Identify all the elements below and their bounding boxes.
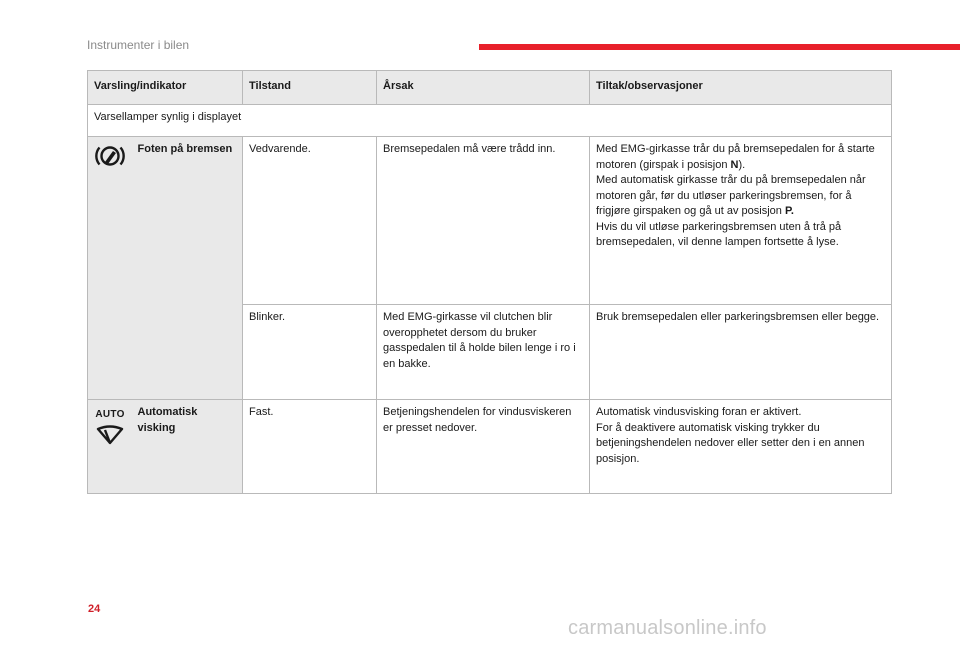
column-header: Årsak xyxy=(377,71,590,105)
subheader-text: Varsellamper synlig i displayet xyxy=(88,105,892,137)
table-row xyxy=(88,137,892,305)
tilstand-cell: Fast. xyxy=(243,400,377,494)
tiltak-bold: P. xyxy=(784,205,794,217)
tiltak-bold: N xyxy=(730,158,739,171)
table-header-row xyxy=(88,71,892,105)
tilstand-cell: Blinker. xyxy=(243,305,377,400)
tiltak-text: ). xyxy=(738,158,746,171)
auto-label: AUTO xyxy=(95,409,125,420)
tilstand-cell: Vedvarende. xyxy=(243,137,377,305)
warning-table xyxy=(87,70,892,494)
section-title: Instrumenter i bilen xyxy=(87,38,190,52)
indicator-icon-cell xyxy=(88,137,132,400)
tiltak-cell xyxy=(590,137,892,305)
tiltak-cell: Automatisk vindusvisking foran er aktivert. For å deaktivere automatisk visking trykker du betjeningshendelen nedover eller setter den i en annen posisjon. xyxy=(590,400,892,494)
column-header: Varsling/indikator xyxy=(88,71,243,105)
foot-on-brake-icon xyxy=(95,143,125,169)
auto-wiper-icon xyxy=(95,423,125,445)
tiltak-cell: Bruk bremsepedalen eller parkeringsbremsen eller begge. xyxy=(590,305,892,400)
indicator-icon-cell xyxy=(88,400,132,494)
arsak-cell: Med EMG-girkasse vil clutchen blir overopphetet dersom du bruker gasspedalen til å holde bilen lenge i ro i en bakke. xyxy=(377,305,590,400)
table-row xyxy=(88,400,892,494)
tiltak-text: Med automatisk girkasse trår du på bremsepedalen når motoren går, før du utløser parkeringsbremsen, for å frigjøre girspaken og gå ut av posisjon xyxy=(596,174,866,217)
tiltak-text: Hvis du vil utløse parkeringsbremsen uten å trå på bremsepedalen, vil denne lampen fortsette å lyse. xyxy=(596,220,842,248)
page-number: 24 xyxy=(88,603,101,615)
tiltak-text: Med EMG-girkasse trår du på bremsepedalen for å starte motoren (girspak i posisjon xyxy=(596,143,875,171)
indicator-name: Automatisk visking xyxy=(132,400,243,494)
accent-bar xyxy=(479,44,960,50)
indicator-name: Foten på bremsen xyxy=(132,137,243,400)
arsak-cell: Betjeningshendelen for vindusviskeren er presset nedover. xyxy=(377,400,590,494)
column-header: Tiltak/observasjoner xyxy=(590,71,892,105)
table-subheader-row xyxy=(88,105,892,137)
arsak-cell: Bremsepedalen må være trådd inn. xyxy=(377,137,590,305)
column-header: Tilstand xyxy=(243,71,377,105)
watermark: carmanualsonline.info xyxy=(568,617,767,639)
